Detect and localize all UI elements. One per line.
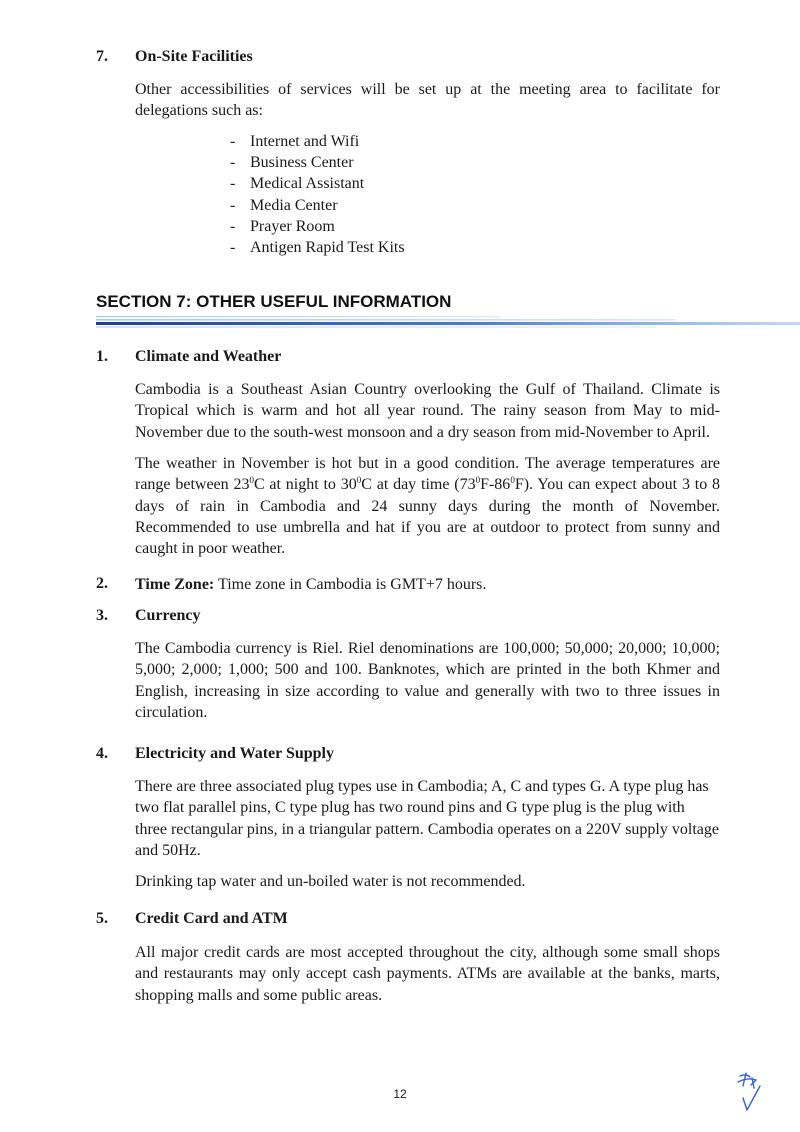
facilities-list bbox=[230, 131, 405, 258]
section-title: SECTION 7: OTHER USEFUL INFORMATION bbox=[96, 292, 452, 311]
list-item: - Prayer Room bbox=[230, 217, 335, 235]
list-item: - Internet and Wifi bbox=[230, 133, 360, 150]
electricity-paragraph-2: Drinking tap water and un-boiled water is not recommended. bbox=[135, 873, 526, 890]
credit-heading: Credit Card and ATM bbox=[135, 910, 288, 927]
list-item: - Antigen Rapid Test Kits bbox=[230, 238, 405, 256]
item-number: 5. bbox=[96, 910, 108, 927]
electricity-paragraph-1: There are three associated plug types use in Cambodia; A, C and types G. A type plug has two flat parallel pins, C type plug has two round pins and G type plug is the plug with three rectangular pins, in a triangular pattern. Cambodia operates on a 220V supply voltage and 50Hz. bbox=[135, 778, 719, 859]
climate-heading: Climate and Weather bbox=[135, 348, 282, 365]
item-number: 3. bbox=[96, 607, 108, 624]
electricity-heading: Electricity and Water Supply bbox=[135, 745, 334, 762]
list-item: - Media Center bbox=[230, 196, 338, 214]
item-number: 7. bbox=[96, 48, 108, 65]
timezone-paragraph: Time Zone: Time zone in Cambodia is GMT+7 hours. bbox=[135, 576, 487, 593]
page-number: 12 bbox=[393, 1087, 407, 1101]
onsite-heading: On-Site Facilities bbox=[135, 48, 253, 65]
item-number: 1. bbox=[96, 348, 108, 365]
currency-paragraph: The Cambodia currency is Riel. Riel denominations are 100,000; 50,000; 20,000; 10,000; 5,000; 2,000; 1,000; 500 and 100. Banknotes, which are printed in the both Khmer and English, increasing in size according to value and generally with two to three issues in circulation. bbox=[135, 640, 720, 721]
timezone-heading: Time Zone: bbox=[135, 576, 215, 593]
climate-paragraph-1: Cambodia is a Southeast Asian Country overlooking the Gulf of Thailand. Climate is Tropical which is warm and hot all year round. The rainy season from May to mid-November due to the south-west monsoon and a dry season from mid-November to April. bbox=[135, 381, 720, 441]
initials-signature bbox=[730, 1068, 770, 1116]
onsite-intro: Other accessibilities of services will be set up at the meeting area to facilitate for delegations such as: bbox=[135, 81, 720, 120]
climate-paragraph-2: The weather in November is hot but in a good condition. The average temperatures are range between $23^0C$ at night to $30^0C$ at day time $(73^0F-86^0F)$. You can expect about 3 to 8 days of rain in Cambodia and 24 sunny days during the month of November. Recommended to use umbrella and hat if you are at outdoor to protect from sunny and caught in poor weather. bbox=[135, 455, 720, 558]
item-number: 2. bbox=[96, 575, 108, 592]
list-item: - Medical Assistant bbox=[230, 175, 365, 193]
section-divider bbox=[96, 316, 800, 330]
credit-paragraph: All major credit cards are most accepted throughout the city, although some small shops and restaurants may only accept cash payments. ATMs are available at the banks, marts, shopping malls and some public areas. bbox=[135, 944, 720, 1004]
list-item: - Business Center bbox=[230, 154, 354, 172]
currency-heading: Currency bbox=[135, 607, 201, 624]
item-number: 4. bbox=[96, 745, 108, 762]
